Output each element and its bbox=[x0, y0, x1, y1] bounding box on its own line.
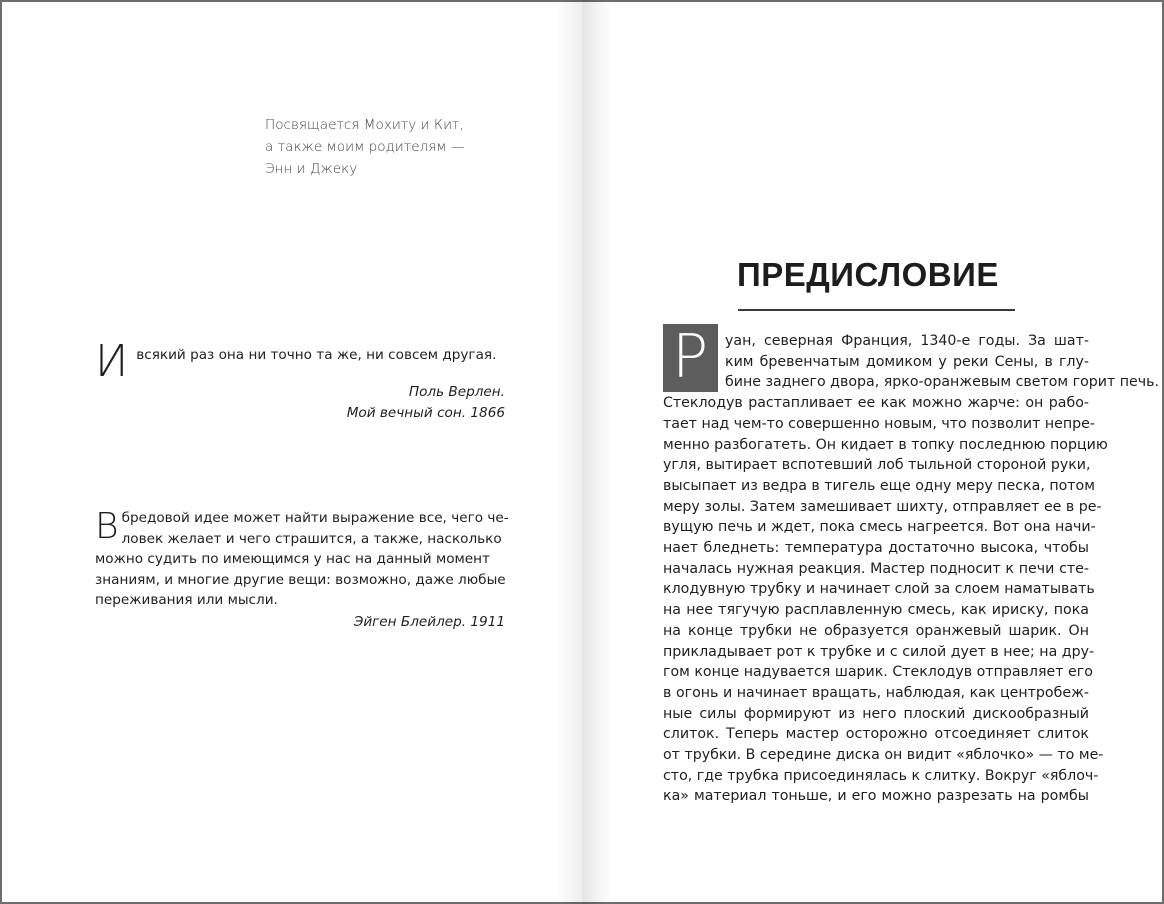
dedication-line: Энн и Джеку bbox=[265, 161, 358, 177]
body-line: вущую печь и ждет, пока смесь нагреется. Вот она начи- bbox=[663, 519, 1096, 536]
body-line: ким бревенчатым домиком у реки Сены, в глу- bbox=[725, 353, 1089, 370]
body-line: гом конце надувается шарик. Стеклодув отправляет его bbox=[663, 664, 1093, 681]
body-line: началась нужная реакция. Мастер подносит к печи сте- bbox=[663, 560, 1089, 577]
epigraph-source: Мой вечный сон. 1866 bbox=[346, 405, 505, 421]
dedication-line: Посвящается Мохиту и Кит, bbox=[265, 117, 464, 133]
gutter-shadow bbox=[556, 0, 582, 904]
epigraph-verlaine bbox=[95, 336, 505, 424]
body-line: сто, где трубка присоединялась к слитку. Вокруг «яблоч- bbox=[663, 767, 1099, 784]
body-line: ка» материал тоньше, и его можно разрезать на ромбы bbox=[663, 788, 1089, 805]
body-line: слиток. Теперь мастер осторожно отсоединяет слиток bbox=[663, 726, 1089, 743]
body-line: от трубки. В середине диска он видит «яблочко» — то ме- bbox=[663, 747, 1104, 764]
body-line: Стеклодув растапливает ее как можно жарче: он рабо- bbox=[663, 395, 1089, 412]
body-line: на нее тягучую расплавленную смесь, как ириску, пока bbox=[663, 602, 1089, 619]
body-line: тает над чем-то совершенно новым, что позволит непре- bbox=[663, 415, 1095, 432]
epigraph-text: всякий раз она ни точно та же, ни совсем другая. bbox=[136, 347, 497, 363]
body-line: клодувную трубку и начинает слой за слоем наматывать bbox=[663, 581, 1095, 598]
drop-cap: И bbox=[95, 336, 129, 387]
drop-cap: В bbox=[95, 506, 119, 547]
drop-cap-box bbox=[663, 324, 718, 392]
body-line: ные силы формируют из него плоский дискообразный bbox=[663, 705, 1089, 722]
body-line: в огонь и начинает вращать, наблюдая, как центробеж- bbox=[663, 684, 1089, 701]
chapter-body bbox=[663, 322, 1160, 807]
epigraph-author: Поль Верлен. bbox=[408, 384, 505, 400]
body-line: меру золы. Затем замешивает шихту, отправляет ее в ре- bbox=[663, 498, 1102, 515]
epigraph-line: знаниям, и многие другие вещи: возможно, даже любые bbox=[95, 571, 506, 588]
chapter-title: ПРЕДИСЛОВИЕ bbox=[737, 256, 999, 293]
epigraph-line: ловек желает и чего страшится, а также, насколько bbox=[121, 530, 502, 547]
epigraph-line: переживания или мысли. bbox=[95, 592, 278, 608]
gutter-shadow bbox=[582, 0, 612, 904]
body-line: бине заднего двора, ярко-оранжевым светом горит печь. bbox=[725, 374, 1160, 391]
drop-cap: Р bbox=[672, 322, 709, 392]
body-line: прикладывает рот к трубке и с силой дует в нее; на дру- bbox=[663, 643, 1095, 660]
body-line: высыпает из ведра в тигель еще одну меру песка, потом bbox=[663, 477, 1095, 494]
body-line: нает бледнеть: температура достаточно высока, чтобы bbox=[663, 540, 1089, 557]
title-rule bbox=[738, 309, 1015, 311]
body-line: на конце трубки не образуется оранжевый шарик. Он bbox=[663, 622, 1089, 639]
dedication-line: а также моим родителям — bbox=[265, 139, 465, 155]
body-line: уан, северная Франция, 1340-е годы. За шат- bbox=[725, 333, 1089, 349]
dedication bbox=[265, 114, 505, 180]
epigraph-line: бредовой идее может найти выражение все, чего че- bbox=[121, 510, 509, 526]
epigraph-author: Эйген Блейлер. 1911 bbox=[353, 613, 505, 630]
epigraph-line: можно судить по имеющимся у нас на данный момент bbox=[95, 551, 490, 567]
epigraph-bleuler bbox=[95, 506, 509, 633]
body-line: менно разбогатеть. Он кидает в топку последнюю порцию bbox=[663, 436, 1108, 453]
body-line: угля, вытирает вспотевший лоб тыльной стороной руки, bbox=[663, 457, 1091, 474]
